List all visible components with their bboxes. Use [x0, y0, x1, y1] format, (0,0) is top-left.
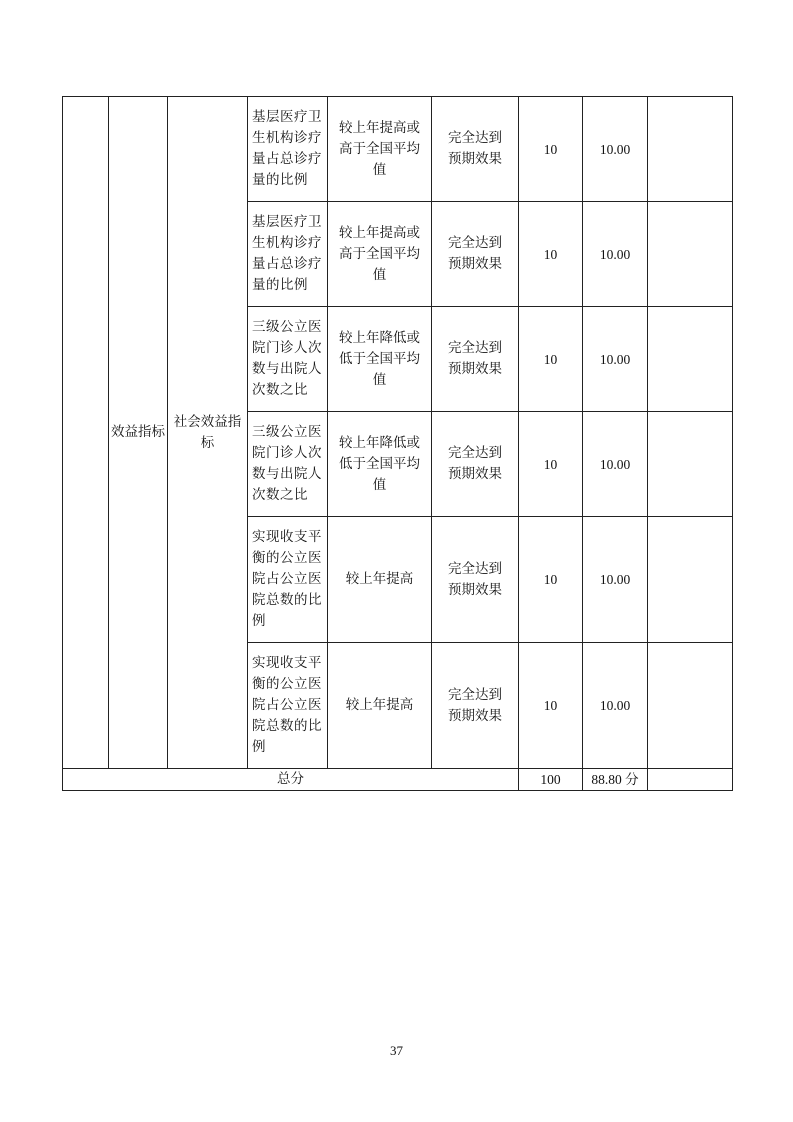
- evaluation-standard-cell: 较上年提高或高于全国平均值: [328, 97, 432, 202]
- completion-result-cell: 完全达到预期效果: [432, 202, 519, 307]
- score-cell: 10.00: [583, 643, 648, 769]
- remark-cell: [648, 517, 733, 643]
- indicator-name-cell: 实现收支平衡的公立医院占公立医院总数的比例: [248, 517, 328, 643]
- first-level-indicator-cell: [63, 97, 109, 769]
- score-cell: 10.00: [583, 202, 648, 307]
- evaluation-standard-cell: 较上年降低或低于全国平均值: [328, 307, 432, 412]
- performance-indicator-table: [62, 96, 733, 791]
- completion-result-cell: 完全达到预期效果: [432, 412, 519, 517]
- total-label: 总分: [63, 769, 519, 791]
- score-cell: 10.00: [583, 517, 648, 643]
- evaluation-standard-cell: 较上年降低或低于全国平均值: [328, 412, 432, 517]
- total-weight: 100: [519, 769, 583, 791]
- table-row: [63, 97, 733, 202]
- total-row: [63, 769, 733, 791]
- page-number: 37: [390, 1043, 403, 1058]
- completion-result-cell: 完全达到预期效果: [432, 307, 519, 412]
- second-level-indicator-cell: 效益指标: [109, 97, 168, 769]
- weight-cell: 10: [519, 517, 583, 643]
- total-remark: [648, 769, 733, 791]
- weight-cell: 10: [519, 97, 583, 202]
- indicator-name-cell: 基层医疗卫生机构诊疗量占总诊疗量的比例: [248, 97, 328, 202]
- evaluation-standard-cell: 较上年提高: [328, 517, 432, 643]
- remark-cell: [648, 307, 733, 412]
- score-cell: 10.00: [583, 97, 648, 202]
- weight-cell: 10: [519, 643, 583, 769]
- remark-cell: [648, 202, 733, 307]
- weight-cell: 10: [519, 202, 583, 307]
- weight-cell: 10: [519, 412, 583, 517]
- score-cell: 10.00: [583, 307, 648, 412]
- remark-cell: [648, 97, 733, 202]
- weight-cell: 10: [519, 307, 583, 412]
- completion-result-cell: 完全达到预期效果: [432, 643, 519, 769]
- remark-cell: [648, 412, 733, 517]
- score-cell: 10.00: [583, 412, 648, 517]
- completion-result-cell: 完全达到预期效果: [432, 97, 519, 202]
- remark-cell: [648, 643, 733, 769]
- evaluation-standard-cell: 较上年提高: [328, 643, 432, 769]
- indicator-name-cell: 三级公立医院门诊人次数与出院人次数之比: [248, 307, 328, 412]
- evaluation-standard-cell: 较上年提高或高于全国平均值: [328, 202, 432, 307]
- completion-result-cell: 完全达到预期效果: [432, 517, 519, 643]
- total-score: 88.80 分: [583, 769, 648, 791]
- indicator-name-cell: 三级公立医院门诊人次数与出院人次数之比: [248, 412, 328, 517]
- indicator-name-cell: 基层医疗卫生机构诊疗量占总诊疗量的比例: [248, 202, 328, 307]
- third-level-indicator-cell: 社会效益指标: [168, 97, 248, 769]
- indicator-name-cell: 实现收支平衡的公立医院占公立医院总数的比例: [248, 643, 328, 769]
